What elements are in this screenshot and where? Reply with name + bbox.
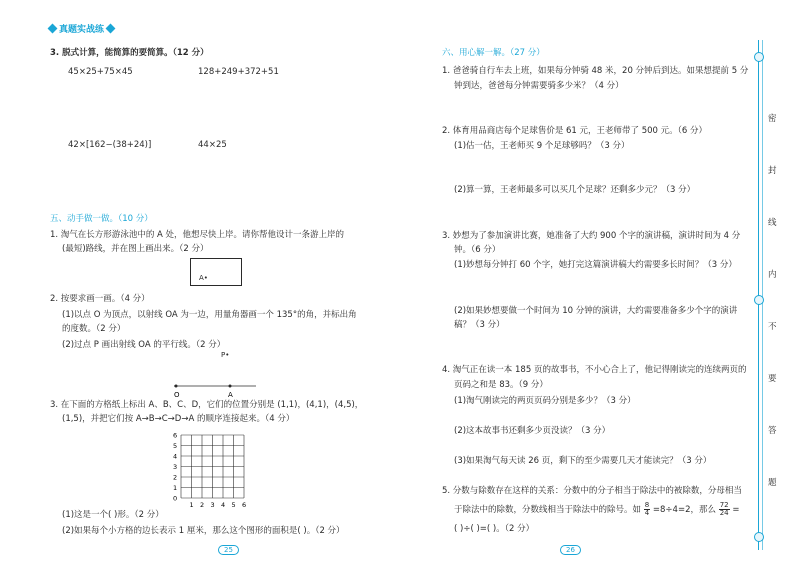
sec5-q2-1-line1: (1)以点 O 为顶点，以射线 OA 为一边，用量角器画一个 135°的角，并标出角 bbox=[62, 310, 357, 320]
point-a bbox=[229, 385, 232, 388]
sec5-q3-1: (1)这是一个( )形。（2 分） bbox=[62, 510, 164, 520]
r-q3-1: (1)妙想每分钟打 60 个字，她打完这篇演讲稿大约需要多长时间？（3 分） bbox=[454, 260, 737, 270]
grid-y-tick: 0 bbox=[173, 494, 178, 503]
r-q3-2-line1: (2)如果妙想要做一个时间为 10 分钟的演讲，大约需要准备多少个字的演讲 bbox=[454, 306, 738, 316]
r-q5-line3: ( )÷( )=( )。（2 分） bbox=[454, 524, 535, 534]
grid-x-tick: 6 bbox=[242, 501, 247, 509]
r-q5-line2-c: = bbox=[732, 505, 740, 515]
pool-rectangle bbox=[190, 258, 242, 286]
frac1-num: 8 bbox=[644, 501, 650, 509]
r-q3-line1: 3. 妙想为了参加演讲比赛，她准备了大约 900 个字的演讲稿，演讲时间为 4 分 bbox=[442, 231, 741, 241]
expr-1: 45×25+75×45 bbox=[68, 67, 133, 77]
seal-hole bbox=[754, 52, 764, 62]
r-q1-line1: 1. 爸爸骑自行车去上班，如果每分钟骑 48 米，20 分钟后到达。如果想提前 5 分 bbox=[442, 66, 749, 76]
r-q2-line1: 2. 体育用品商店每个足球售价是 61 元，王老师带了 500 元。（6 分） bbox=[442, 126, 708, 136]
fraction-8-4 bbox=[644, 502, 650, 517]
ray-oa bbox=[170, 380, 260, 400]
grid-x-tick: 3 bbox=[210, 501, 215, 509]
label-a: A bbox=[228, 391, 233, 399]
diamond-icon bbox=[48, 24, 58, 34]
grid-y-tick: 4 bbox=[173, 452, 178, 461]
left-q3-title: 3. 脱式计算，能简算的要简算。（12 分） bbox=[50, 48, 209, 58]
expr-3: 42×[162−(38+24)] bbox=[68, 140, 152, 150]
sec5-q1-line1: 1. 淘气在长方形游泳池中的 A 处，他想尽快上岸。请你帮他设计一条游上岸的 bbox=[50, 230, 345, 240]
grid-y-tick: 6 bbox=[173, 431, 178, 440]
point-p-label: P• bbox=[221, 351, 230, 359]
sec5-q3-line2: (1,5)，并把它们按 A→B→C→D→A 的顺序连接起来。（4 分） bbox=[62, 414, 295, 424]
seal-line bbox=[744, 40, 784, 550]
seal-char: 线 bbox=[768, 218, 777, 228]
r-q3-line2: 钟。（6 分） bbox=[454, 245, 501, 255]
r-q1-line2: 钟到达，爸爸每分钟需要骑多少米？（4 分） bbox=[454, 81, 624, 91]
grid-x-tick: 4 bbox=[221, 501, 226, 509]
section-5-title: 五、动手做一做。（10 分） bbox=[50, 214, 153, 224]
left-page-number: 25 bbox=[218, 545, 239, 555]
grid-x-tick: 1 bbox=[189, 501, 194, 509]
grid-y-tick: 5 bbox=[173, 442, 178, 450]
frac2-den: 24 bbox=[719, 509, 729, 517]
fraction-72-24 bbox=[719, 502, 730, 517]
expr-2: 128+249+372+51 bbox=[198, 67, 279, 77]
r-q2-1: (1)估一估，王老师买 9 个足球够吗？（3 分） bbox=[454, 141, 630, 151]
r-q5-line2-a: 于除法中的除数，分数线相当于除法中的除号。如 bbox=[454, 505, 642, 515]
r-q5-line2 bbox=[454, 502, 739, 517]
seal-rule-2 bbox=[762, 40, 763, 550]
sec5-q2-1-line2: 的度数。（2 分） bbox=[62, 324, 126, 334]
r-q2-2: (2)算一算，王老师最多可以买几个足球？还剩多少元？（3 分） bbox=[454, 185, 696, 195]
section-tag-label: 真题实战练 bbox=[59, 25, 105, 35]
seal-hole bbox=[754, 295, 764, 305]
r-q4-3: (3)如果淘气每天读 26 页，剩下的至少需要几天才能读完？（3 分） bbox=[454, 456, 712, 466]
grid-x-tick: 2 bbox=[200, 501, 205, 509]
point-a-label: A• bbox=[199, 274, 208, 282]
r-q4-2: (2)这本故事书还剩多少页没读？（3 分） bbox=[454, 426, 611, 436]
grid-y-tick: 2 bbox=[173, 473, 178, 482]
r-q3-2-line2: 稿？（3 分） bbox=[454, 320, 505, 330]
seal-char: 内 bbox=[768, 270, 777, 280]
right-page-number: 26 bbox=[560, 545, 581, 555]
grid-x-tick: 5 bbox=[231, 501, 236, 509]
frac2-num: 72 bbox=[719, 501, 729, 509]
sec5-q2-2: (2)过点 P 画出射线 OA 的平行线。（2 分） bbox=[62, 340, 226, 350]
seal-char: 题 bbox=[768, 478, 777, 488]
coordinate-grid bbox=[165, 428, 265, 510]
grid-y-tick: 3 bbox=[173, 463, 178, 471]
point-o bbox=[175, 385, 178, 388]
r-q4-1: (1)淘气刚读完的两页页码分别是多少？（3 分） bbox=[454, 396, 636, 406]
grid-y-tick: 1 bbox=[173, 484, 178, 492]
seal-char: 不 bbox=[768, 322, 777, 332]
r-q5-line1: 5. 分数与除数存在这样的关系：分数中的分子相当于除法中的被除数，分母相当 bbox=[442, 486, 742, 496]
section-tag bbox=[46, 22, 117, 35]
seal-char: 密 bbox=[768, 114, 777, 124]
sec5-q2-title: 2. 按要求画一画。（4 分） bbox=[50, 294, 150, 304]
sec5-q1-line2: (最短)路线，并在图上画出来。（2 分） bbox=[62, 244, 209, 254]
sec5-q3-line1: 3. 在下面的方格纸上标出 A、B、C、D，它们的位置分别是 (1,1)，(4,1)，(4,5)， bbox=[50, 400, 364, 410]
frac1-den: 4 bbox=[644, 509, 650, 517]
sec5-q3-2: (2)如果每个小方格的边长表示 1 厘米，那么这个图形的面积是( )。（2 分） bbox=[62, 526, 345, 536]
seal-char: 封 bbox=[768, 166, 777, 176]
label-o: O bbox=[174, 391, 180, 399]
diamond-icon bbox=[106, 24, 116, 34]
section-6-title: 六、用心解一解。（27 分） bbox=[442, 48, 545, 58]
r-q4-line1: 4. 淘气正在读一本 185 页的故事书，不小心合上了，他记得刚读完的连续两页的 bbox=[442, 365, 747, 375]
seal-char: 答 bbox=[768, 426, 777, 436]
seal-hole bbox=[754, 532, 764, 542]
seal-char: 要 bbox=[768, 374, 777, 384]
r-q5-line2-b: =8÷4=2，那么 bbox=[652, 505, 716, 515]
r-q4-line2: 页码之和是 83。（9 分） bbox=[454, 380, 548, 390]
expr-4: 44×25 bbox=[198, 140, 227, 150]
